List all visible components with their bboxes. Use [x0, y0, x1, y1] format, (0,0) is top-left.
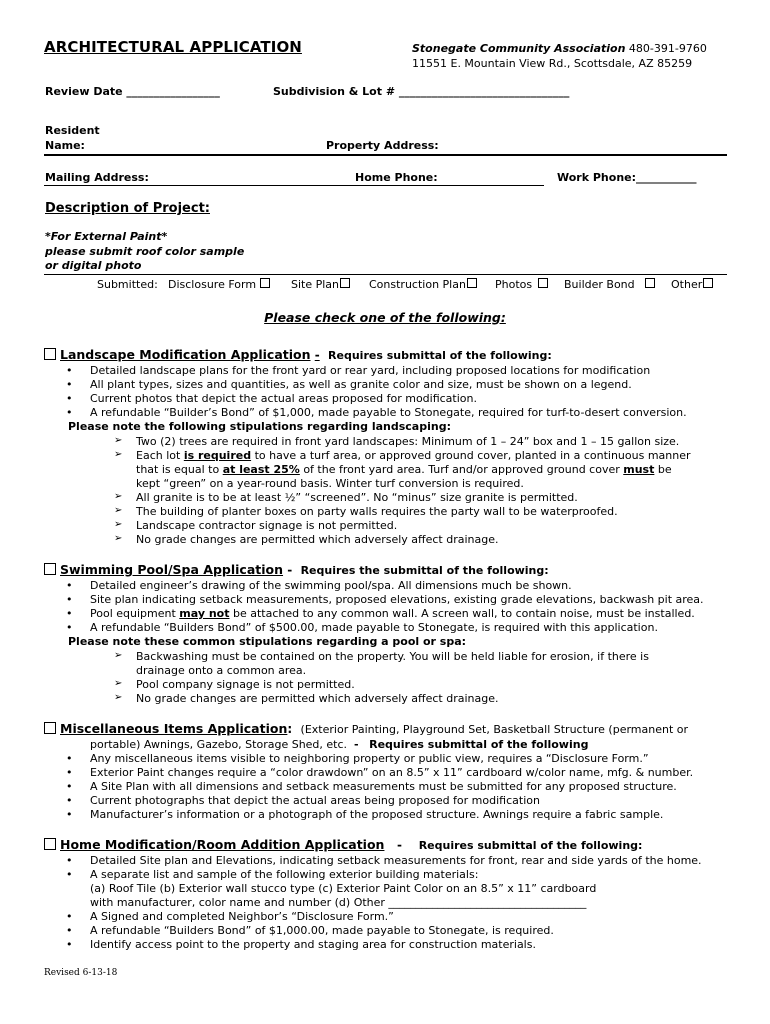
stipulation-item: No grade changes are permitted which adversely affect drainage. — [136, 692, 499, 705]
bullet-icon: • — [66, 854, 73, 867]
list-item: Current photographs that depict the actual areas being proposed for modification — [90, 794, 540, 807]
disclosure-form-option[interactable] — [168, 278, 270, 291]
list-item: Any miscellaneous items visible to neighboring property or public view, requires a “Disclosure Form.” — [90, 752, 649, 765]
other-option[interactable] — [671, 278, 713, 291]
divider — [44, 185, 544, 186]
org-address: 11551 E. Mountain View Rd., Scottsdale, AZ 85259 — [412, 57, 693, 70]
subdivision-lot-field[interactable]: Subdivision & Lot # _______________________________ — [273, 85, 570, 98]
bullet-icon: • — [66, 808, 73, 821]
list-item: Detailed engineer’s drawing of the swimming pool/spa. All dimensions much be shown. — [90, 579, 572, 592]
list-item: (a) Roof Tile (b) Exterior wall stucco type (c) Exterior Paint Color on an 8.5” x 11” cardboard — [90, 882, 597, 895]
page-title: ARCHITECTURAL APPLICATION — [44, 38, 302, 56]
property-address-field[interactable]: Property Address: — [326, 139, 439, 152]
check-one-heading: Please check one of the following: — [264, 310, 506, 325]
photos-checkbox[interactable] — [538, 278, 548, 288]
bullet-icon: • — [66, 593, 73, 606]
stipulation-item: Landscape contractor signage is not permitted. — [136, 519, 398, 532]
arrow-bullet-icon: ➢ — [114, 678, 123, 689]
photos-label: Photos — [495, 278, 533, 291]
stipulation-item: drainage onto a common area. — [136, 664, 307, 677]
list-item: Site plan indicating setback measurements, proposed elevations, existing grade elevations, backwash pit area. — [90, 593, 704, 606]
org-phone: 480-391-9760 — [628, 42, 707, 55]
stipulation-item: that is equal to at least 25% of the front yard area. Turf and/or approved ground cover must be — [136, 463, 672, 476]
home-title: Home Modification/Room Addition Application — [60, 837, 385, 852]
pool-note: Please note these common stipulations regarding a pool or spa: — [68, 635, 467, 648]
disclosure-form-label: Disclosure Form — [168, 278, 257, 291]
stipulation-item: The building of planter boxes on party walls requires the party wall to be waterproofed. — [136, 505, 618, 518]
list-item: Manufacturer’s information or a photograph of the proposed structure. Awnings require a fabric sample. — [90, 808, 664, 821]
landscape-note: Please note the following stipulations regarding landscaping: — [68, 420, 451, 433]
builder-bond-option[interactable] — [564, 278, 655, 291]
home-checkbox[interactable] — [44, 838, 56, 850]
list-item: A Signed and completed Neighbor’s “Disclosure Form.” — [90, 910, 394, 923]
bullet-icon: • — [66, 378, 73, 391]
pool-requirement: Requires the submittal of the following: — [300, 564, 549, 577]
disclosure-form-checkbox[interactable] — [260, 278, 270, 288]
list-item: Detailed landscape plans for the front yard or rear yard, including proposed locations for modification — [90, 364, 651, 377]
bullet-icon: • — [66, 579, 73, 592]
list-item: A refundable “Builders Bond” of $1,000.00, made payable to Stonegate, is required. — [90, 924, 554, 937]
stipulation-item: kept “green” on a year-round basis. Winter turf conversion is required. — [136, 477, 524, 490]
resident-label: Resident — [45, 124, 100, 137]
construction-plan-label: Construction Plan — [369, 278, 466, 291]
arrow-bullet-icon: ➢ — [114, 533, 123, 544]
builder-bond-label: Builder Bond — [564, 278, 635, 291]
bullet-icon: • — [66, 910, 73, 923]
stipulation-item: All granite is to be at least ½” “screened”. No “minus” size granite is permitted. — [136, 491, 578, 504]
arrow-bullet-icon: ➢ — [114, 650, 123, 661]
divider — [44, 154, 727, 156]
arrow-bullet-icon: ➢ — [114, 692, 123, 703]
misc-paren: (Exterior Painting, Playground Set, Basketball Structure (permanent or — [300, 723, 689, 736]
bullet-icon: • — [66, 938, 73, 951]
bullet-icon: • — [66, 392, 73, 405]
bullet-icon: • — [66, 868, 73, 881]
dash: - — [287, 563, 293, 577]
misc-checkbox[interactable] — [44, 722, 56, 734]
pool-section-heading[interactable] — [44, 562, 549, 577]
site-plan-checkbox[interactable] — [340, 278, 350, 288]
bullet-icon: • — [66, 406, 73, 419]
bullet-icon: • — [66, 780, 73, 793]
stipulation-item: Backwashing must be contained on the property. You will be held liable for erosion, if there is — [136, 650, 649, 663]
list-item: Current photos that depict the actual areas proposed for modification. — [90, 392, 477, 405]
dash: - — [397, 838, 402, 852]
list-item: A separate list and sample of the following exterior building materials: — [90, 868, 479, 881]
landscape-section-heading[interactable] — [44, 347, 552, 362]
list-item: All plant types, sizes and quantities, as well as granite color and size, must be shown on a legend. — [90, 378, 632, 391]
site-plan-option[interactable] — [291, 278, 350, 291]
submitted-label: Submitted: — [97, 278, 158, 291]
bullet-icon: • — [66, 752, 73, 765]
work-phone-field[interactable]: Work Phone:___________ — [557, 171, 697, 184]
bullet-icon: • — [66, 607, 73, 620]
arrow-bullet-icon: ➢ — [114, 449, 123, 460]
bullet-icon: • — [66, 364, 73, 377]
revision-note: Revised 6-13-18 — [44, 968, 118, 978]
arrow-bullet-icon: ➢ — [114, 435, 123, 446]
list-item: A Site Plan with all dimensions and setback measurements must be submitted for any proposed structure. — [90, 780, 677, 793]
colon: : — [287, 722, 293, 736]
bullet-icon: • — [66, 924, 73, 937]
stipulation-item: Two (2) trees are required in front yard landscapes: Minimum of 1 – 24” box and 1 – 15 gallon size. — [136, 435, 680, 448]
list-item: with manufacturer, color name and number (d) Other ____________________________________ — [90, 896, 587, 909]
list-item: A refundable “Builders Bond” of $500.00, made payable to Stonegate, is required with this application. — [90, 621, 658, 634]
stipulation-item: Pool company signage is not permitted. — [136, 678, 355, 691]
misc-section-heading[interactable] — [44, 721, 688, 736]
bullet-icon: • — [66, 794, 73, 807]
misc-line2: portable) Awnings, Gazebo, Storage Shed, etc. - Requires submittal of the following — [90, 738, 589, 751]
description-heading: Description of Project: — [45, 201, 210, 216]
construction-plan-option[interactable] — [369, 278, 477, 291]
org-name: Stonegate Community Association — [412, 42, 626, 55]
list-item: Pool equipment may not be attached to any common wall. A screen wall, to contain noise, must be installed. — [90, 607, 695, 620]
landscape-title: Landscape Modification Application — [60, 347, 311, 362]
bullet-icon: • — [66, 621, 73, 634]
stipulation-item: No grade changes are permitted which adversely affect drainage. — [136, 533, 499, 546]
landscape-requirement: Requires submittal of the following: — [328, 349, 552, 362]
other-checkbox[interactable] — [703, 278, 713, 288]
home-requirement: Requires submittal of the following: — [418, 839, 643, 852]
landscape-checkbox[interactable] — [44, 348, 56, 360]
photos-option[interactable] — [495, 278, 548, 291]
list-item: Exterior Paint changes require a “color drawdown” on an 8.5” x 11” cardboard w/color name, mfg. & number. — [90, 766, 694, 779]
builder-bond-checkbox[interactable] — [645, 278, 655, 288]
org-line — [412, 42, 707, 55]
other-label: Other — [671, 278, 703, 291]
pool-checkbox[interactable] — [44, 563, 56, 575]
external-paint-note: or digital photo — [45, 259, 142, 272]
home-phone-field[interactable]: Home Phone: — [355, 171, 438, 184]
review-date-field[interactable]: Review Date _________________ — [45, 85, 220, 98]
stipulation-item: Each lot is required to have a turf area, or approved ground cover, planted in a continuous manner — [136, 449, 691, 462]
arrow-bullet-icon: ➢ — [114, 505, 123, 516]
misc-title: Miscellaneous Items Application — [60, 721, 288, 736]
pool-title: Swimming Pool/Spa Application — [60, 562, 284, 577]
arrow-bullet-icon: ➢ — [114, 519, 123, 530]
divider — [44, 274, 727, 275]
dash: - — [314, 348, 320, 362]
list-item: Identify access point to the property and staging area for construction materials. — [90, 938, 536, 951]
external-paint-note: *For External Paint* — [45, 230, 168, 243]
mailing-address-field[interactable]: Mailing Address: — [45, 171, 149, 184]
arrow-bullet-icon: ➢ — [114, 491, 123, 502]
construction-plan-checkbox[interactable] — [467, 278, 477, 288]
home-section-heading[interactable] — [44, 837, 642, 852]
site-plan-label: Site Plan — [291, 278, 340, 291]
name-field[interactable]: Name: — [45, 139, 85, 152]
list-item: A refundable “Builder’s Bond” of $1,000, made payable to Stonegate, required for turf-to-desert conversion. — [90, 406, 687, 419]
external-paint-note: please submit roof color sample — [45, 245, 245, 258]
bullet-icon: • — [66, 766, 73, 779]
list-item: Detailed Site plan and Elevations, indicating setback measurements for front, rear and side yards of the home. — [90, 854, 702, 867]
